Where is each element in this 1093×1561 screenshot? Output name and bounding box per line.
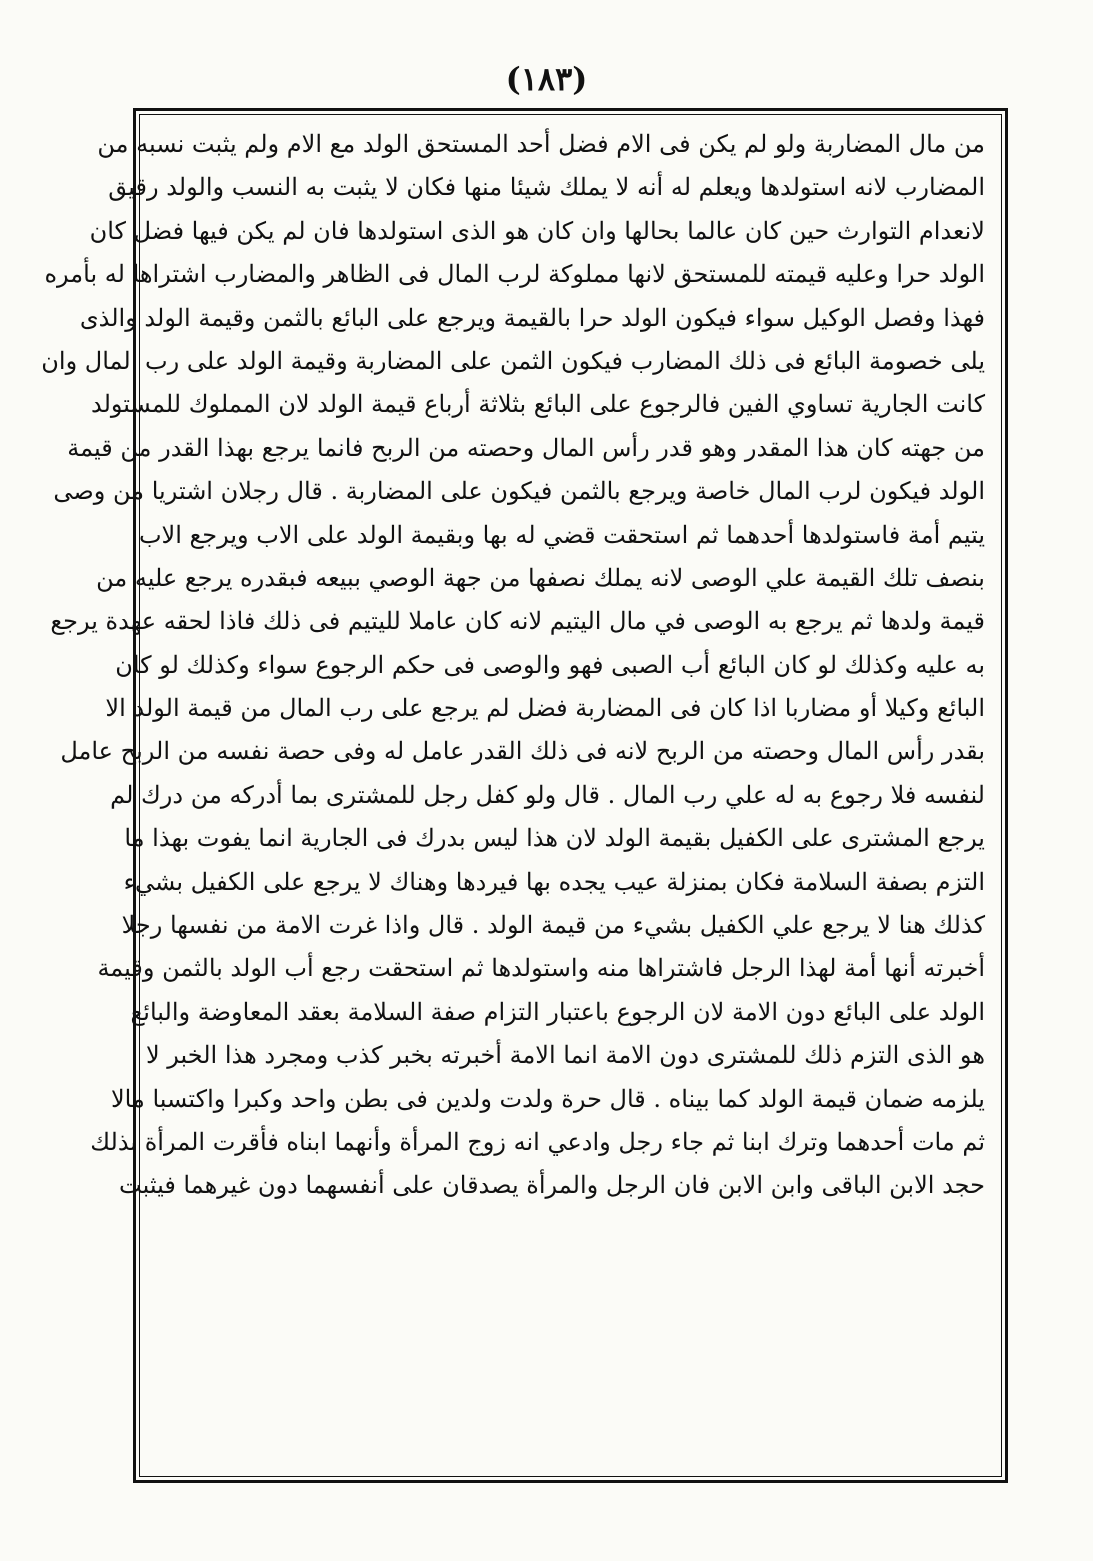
text-line: فهذا وفصل الوكيل سواء فيكون الولد حرا بالقيمة ويرجع على البائع بالثمن وقيمة الولد والذى xyxy=(79,303,985,332)
text-line: المضارب لانه استولدها ويعلم له أنه لا يملك شيئا منها فكان لا يثبت به النسب والولد رقيق xyxy=(108,173,985,202)
text-line: حجد الابن الباقى وابن الابن فان الرجل والمرأة يصدقان على أنفسهما دون غيرهما فيثبت xyxy=(119,1171,985,1200)
text-line: لنفسه فلا رجوع به له علي رب المال . قال ولو كفل رجل للمشترى بما أدركه من درك لم xyxy=(110,780,985,809)
page-number: (١٨٣) xyxy=(505,60,588,98)
text-line: من جهته كان هذا المقدر وهو قدر رأس المال وحصته من الربح فانما يرجع بهذا القدر من قيمة xyxy=(67,433,985,462)
text-line: من مال المضاربة ولو لم يكن فى الام فضل أحد المستحق الولد مع الام ولم يثبت نسبه من xyxy=(97,130,985,158)
text-line: البائع وكيلا أو مضاربا اذا كان فى المضاربة فضل لم يرجع على رب المال من قيمة الولد الا xyxy=(105,694,985,723)
text-line: كذلك هنا لا يرجع علي الكفيل بشيء من قيمة الولد . قال واذا غرت الامة من نفسها رجلا xyxy=(121,911,985,940)
text-line: بقدر رأس المال وحصته من الربح لانه فى ذلك القدر عامل له وفى حصة نفسه من الربح عامل xyxy=(60,737,985,766)
text-line: الولد على البائع دون الامة لان الرجوع باعتبار التزام صفة السلامة بعقد المعاوضة والبائع xyxy=(130,997,985,1026)
text-line: لانعدام التوارث حين كان عالما بحالها وان كان هو الذى استولدها فان لم يكن فيها فضل كان xyxy=(89,216,985,245)
text-line: الولد حرا وعليه قيمته للمستحق لانها مملوكة لرب المال فى الظاهر والمضارب اشتراها له بأمره xyxy=(44,260,985,289)
text-line: هو الذى التزم ذلك للمشترى دون الامة انما الامة أخبرته بخبر كذب ومجرد هذا الخبر لا xyxy=(145,1041,985,1070)
text-line: الولد فيكون لرب المال خاصة ويرجع بالثمن فيكون على المضاربة . قال رجلان اشتريا من وصى xyxy=(53,477,985,506)
text-line: قيمة ولدها ثم يرجع به الوصى في مال اليتيم لانه كان عاملا لليتيم فى ذلك فاذا لحقه عهدة يرجع xyxy=(50,607,985,636)
text-line: التزم بصفة السلامة فكان بمنزلة عيب يجده بها فيردها وهناك لا يرجع على الكفيل بشيء xyxy=(123,867,985,896)
text-line: يرجع المشترى على الكفيل بقيمة الولد لان هذا ليس بدرك فى الجارية انما يفوت بهذا ما xyxy=(124,824,985,853)
text-line: بنصف تلك القيمة علي الوصى لانه يملك نصفها من جهة الوصي ببيعه فبقدره يرجع عليه من xyxy=(96,563,985,592)
text-frame xyxy=(41,108,1008,1483)
text-line: أخبرته أنها أمة لهذا الرجل فاشتراها منه واستولدها ثم استحقت رجع أب الولد بالثمن وقيمة xyxy=(97,954,985,983)
text-line: يتيم أمة فاستولدها أحدهما ثم استحقت قضي له بها وبقيمة الولد على الاب ويرجع الاب xyxy=(138,520,985,549)
body-text xyxy=(41,123,985,1468)
text-line: يلى خصومة البائع فى ذلك المضارب فيكون الثمن على المضاربة وقيمة الولد على رب المال وان xyxy=(41,346,985,375)
text-line: به عليه وكذلك لو كان البائع أب الصبى فهو والوصى فى حكم الرجوع سواء وكذلك لو كان xyxy=(115,650,985,679)
text-line: يلزمه ضمان قيمة الولد كما بيناه . قال حرة ولدت ولدين فى بطن واحد وكبرا واكتسبا مالا xyxy=(110,1084,985,1113)
text-line: كانت الجارية تساوي الفين فالرجوع على البائع بثلاثة أرباع قيمة الولد لان المملوك للمستولد xyxy=(90,390,985,419)
text-line: ثم مات أحدهما وترك ابنا ثم جاء رجل وادعي انه زوج المرأة وأنهما ابناه فأقرت المرأة بذلك xyxy=(90,1127,985,1156)
